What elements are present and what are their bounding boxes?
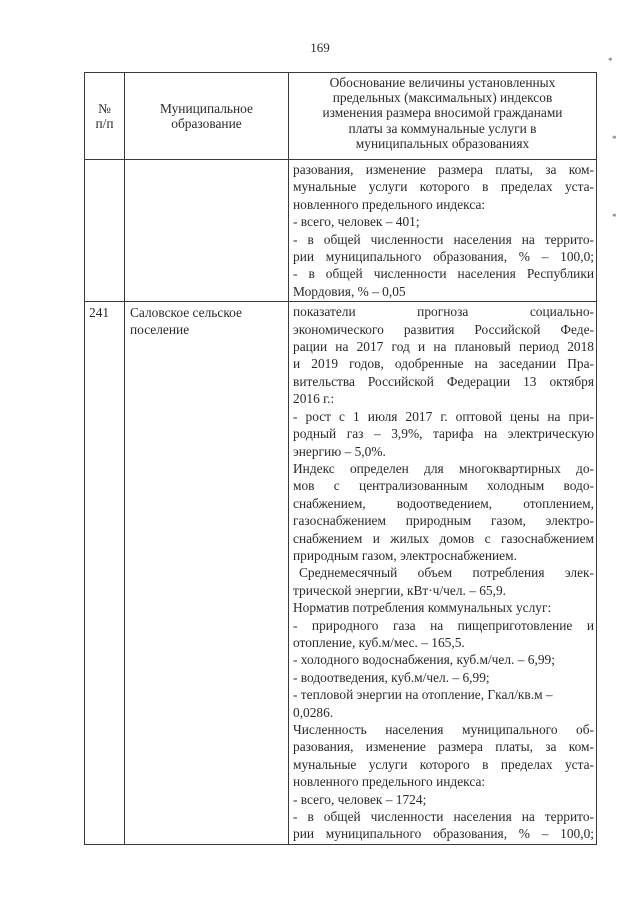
justification-line: Мордовия, % – 0,05 <box>293 283 406 299</box>
margin-mark: * <box>612 212 617 222</box>
justification-line: энергию – 5,0%. <box>293 443 386 459</box>
row-number-cell: 241 <box>85 302 125 845</box>
justification-line: - тепловой энергии на отопление, Гкал/кв.м – <box>293 687 553 703</box>
municipal-index-table <box>84 72 597 845</box>
justification-line: родный газ – 3,9%, тарифа на электрическую <box>293 426 594 442</box>
justification-cell <box>289 160 597 302</box>
margin-mark: * <box>612 134 617 144</box>
justification-line: и 2019 годов, одобренные на заседании Пра- <box>293 356 594 372</box>
header-justification-line: муниципальных образованиях <box>355 135 530 151</box>
justification-line: рии муниципального образования, % – 100,0; <box>293 249 594 265</box>
justification-line: - всего, человек – 401; <box>293 214 420 230</box>
justification-line: вительства Российской Федерации 13 октября <box>293 373 594 389</box>
justification-line: мунальные услуги которого в пределах уста- <box>293 179 594 195</box>
justification-line: снабжением и жилых домов с газоснабжением <box>293 530 594 546</box>
justification-line: рации на 2017 год и на плановый период 2018 <box>293 339 594 355</box>
justification-line: снабжением, водоотведением, отоплением, <box>293 495 594 511</box>
justification-line: трической энергии, кВт·ч/чел. – 65,9. <box>293 582 507 598</box>
justification-line: новленного предельного индекса: <box>293 774 486 790</box>
justification-line: природным газом, электроснабжением. <box>293 547 517 563</box>
header-number <box>85 73 125 160</box>
table-header-row <box>85 73 597 160</box>
header-justification-line: предельных (максимальных) индексов <box>332 90 553 106</box>
justification-line: - рост с 1 июля 2017 г. оптовой цены на при- <box>293 408 594 424</box>
justification-line: показатели прогноза социально- <box>293 304 594 320</box>
justification-line: Норматив потребления коммунальных услуг: <box>293 600 552 616</box>
justification-line: отопление, куб.м/мес. – 165,5. <box>293 634 465 650</box>
justification-line: мов с централизованным холодным водо- <box>293 478 594 494</box>
table-row-241 <box>85 302 597 845</box>
page-number: 169 <box>310 40 330 55</box>
header-municipality <box>125 73 289 160</box>
table-row-continuation <box>85 160 597 302</box>
header-justification-line: Обоснование величины установленных <box>329 75 556 90</box>
justification-line: - всего, человек – 1724; <box>293 791 427 807</box>
justification-cell <box>289 302 597 845</box>
justification-line: - в общей численности населения на террито- <box>293 809 594 825</box>
justification-line: - в общей численности населения на террито- <box>293 231 594 247</box>
justification-line: Численность населения муниципального об- <box>293 722 594 737</box>
justification-line: новленного предельного индекса: <box>293 196 486 212</box>
margin-mark: * <box>608 56 613 66</box>
justification-line: Индекс определен для многоквартирных до- <box>293 460 594 476</box>
municipality-cell <box>125 302 289 845</box>
justification-line: мунальные услуги которого в пределах уста- <box>293 756 594 772</box>
justification-line: газоснабжением природным газом, электро- <box>293 513 594 529</box>
justification-line: рии муниципального образования, % – 100,0; <box>293 826 594 842</box>
justification-line: экономического развития Российской Феде- <box>293 321 594 337</box>
header-municipality-line: Муниципальное <box>160 100 253 116</box>
municipality-cell <box>125 160 289 302</box>
header-number-line: п/п <box>95 116 114 131</box>
justification-line: 2016 г.: <box>293 391 335 407</box>
header-municipality-line: образование <box>171 116 242 131</box>
justification-line: разования, изменение размера платы, за ком- <box>293 739 594 755</box>
justification-line: разования, изменение размера платы, за ком- <box>293 162 594 177</box>
justification-line: - природного газа на пищеприготовление и <box>293 617 594 633</box>
municipality-name-line: поселение <box>130 322 190 338</box>
header-number-line: № <box>98 100 111 116</box>
justification-line: - холодного водоснабжения, куб.м/чел. – 6,99; <box>293 652 555 668</box>
justification-line: Среднемесячный объем потребления элек- <box>299 565 594 581</box>
municipality-name-line: Саловское сельское <box>130 305 242 321</box>
header-justification-line: изменения размера вносимой гражданами <box>322 105 563 121</box>
header-justification-line: платы за коммунальные услуги в <box>348 120 537 136</box>
justification-line: - в общей численности населения Республики <box>293 266 594 282</box>
justification-line: 0,0286. <box>293 704 334 720</box>
justification-line: - водоотведения, куб.м/чел. – 6,99; <box>293 669 490 685</box>
row-number-cell <box>85 160 125 302</box>
header-justification <box>289 73 597 160</box>
